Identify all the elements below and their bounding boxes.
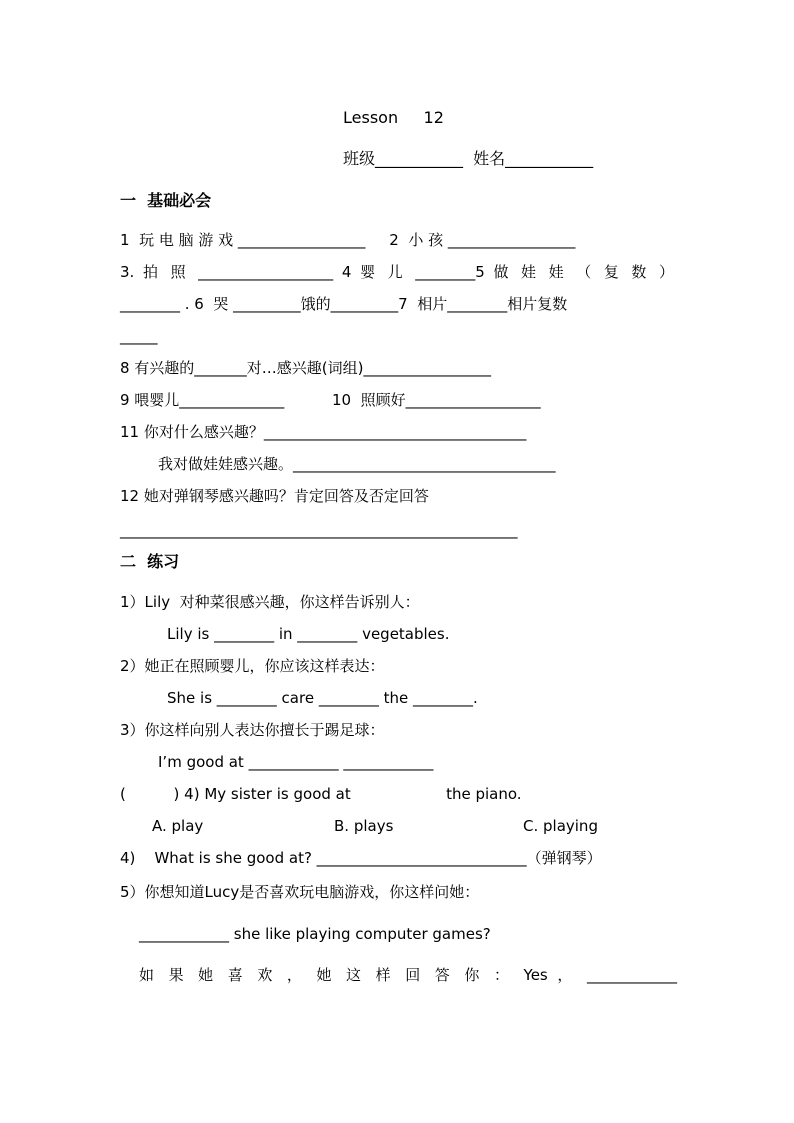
part1-line-7: 11 你对什么感兴趣？___________________________________ <box>120 423 527 441</box>
part1-line-1: 1 玩 电 脑 游 戏 _________________ 2 小 孩 _________________ <box>120 231 576 249</box>
part1-line-8: 我对做娃娃感兴趣。___________________________________ <box>158 455 556 473</box>
exercise-q4-translate: 4) What is she good at? ____________________________（弹钢琴） <box>120 849 602 867</box>
part1-line-4: _____ <box>120 327 158 345</box>
option-a: A. play <box>152 817 204 835</box>
exercise-q3-answer: I’m good at ____________ ____________ <box>158 753 434 771</box>
part1-line-3: ________ . 6 哭 _________饿的_________7 相片________相片复数 <box>120 295 568 313</box>
option-b: B. plays <box>334 817 394 835</box>
option-c: C. playing <box>523 817 598 835</box>
exercise-q1: 1）Lily 对种菜很感兴趣，你这样告诉别人： <box>120 593 420 611</box>
exercise-q5: 5）你想知道Lucy是否喜欢玩电脑游戏，你这样问她： <box>120 883 480 901</box>
part1-line-10: _____________________________________________________ <box>120 521 518 539</box>
part1-line-2: 3. 拍 照 __________________ 4 婴 儿 ________5 做 娃 娃 （ 复 数 ） <box>120 263 674 281</box>
part1-line-5: 8 有兴趣的_______对…感兴趣(词组)_________________ <box>120 359 492 377</box>
exercise-q5-reply: 如 果 她 喜 欢 ， 她 这 样 回 答 你 ： Yes ， ____________ <box>139 966 677 984</box>
class-name-line: 班级___________ 姓名___________ <box>343 149 594 168</box>
exercise-q2: 2）她正在照顾婴儿，你应该这样表达： <box>120 657 385 675</box>
lesson-title: Lesson 12 <box>343 108 444 127</box>
part1-line-6: 9 喂婴儿______________ 10 照顾好__________________ <box>120 391 541 409</box>
part1-line-9: 12 她对弹钢琴感兴趣吗？肯定回答及否定回答 <box>120 487 429 505</box>
exercise-q5-question: ____________ she like playing computer games? <box>139 925 491 943</box>
exercise-q3: 3）你这样向别人表达你擅长于踢足球： <box>120 721 385 739</box>
section-heading-2: 二 练习 <box>120 552 180 571</box>
exercise-q1-answer: Lily is ________ in ________ vegetables. <box>167 625 450 643</box>
exercise-q4-choice: ( ) 4) My sister is good at the piano. <box>120 785 522 803</box>
exercise-q2-answer: She is ________ care ________ the ________. <box>167 689 478 707</box>
section-heading-1: 一 基础必会 <box>120 191 212 210</box>
